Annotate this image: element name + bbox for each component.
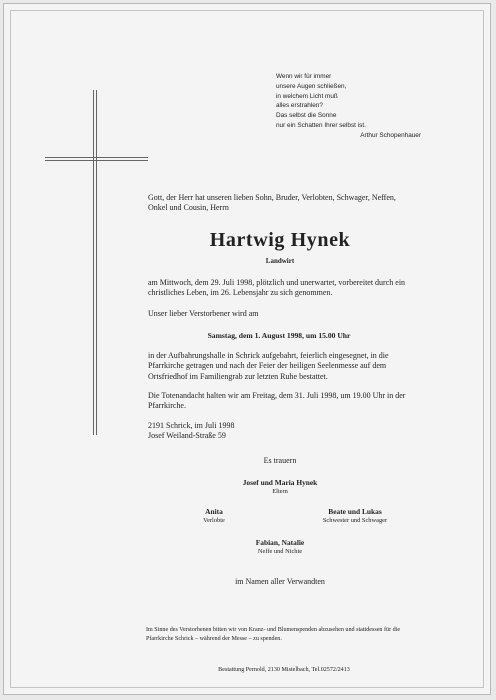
mourner-parents-name: Josef und Maria Hynek bbox=[242, 478, 318, 487]
intro-text: Gott, der Herr hat unseren lieben Sohn, Bruder, Verlobten, Schwager, Neffen, Onkel und Cousin, Herrn bbox=[148, 193, 396, 213]
deceased-occupation: Landwirt bbox=[265, 257, 295, 265]
mourner-fiancee-name: Anita bbox=[205, 507, 223, 516]
deceased-name: Hartwig Hynek bbox=[209, 229, 351, 251]
funeral-date: Samstag, dem 1. August 1998, um 15.00 Uhr bbox=[207, 331, 351, 340]
cross-icon-bar bbox=[45, 157, 148, 161]
cross-icon bbox=[93, 90, 97, 435]
quote-line: in welchem Licht muß bbox=[276, 92, 338, 100]
mourner-fiancee-role: Verlobte bbox=[203, 517, 225, 524]
quote-line: unsere Augen schließen, bbox=[276, 82, 347, 90]
address: Josef Weiland-Straße 59 bbox=[148, 431, 226, 440]
mourner-siblings-role: Schwester und Schwager bbox=[322, 517, 388, 524]
quote-line: alles erstrahlen? bbox=[276, 102, 323, 110]
quote-line: nur ein Schatten Ihrer selbst ist. bbox=[276, 121, 366, 129]
quote-block bbox=[276, 72, 451, 141]
mourners-relatives: im Namen aller Verwandten bbox=[235, 577, 325, 586]
quote-line: Wenn wir für immer bbox=[276, 73, 332, 80]
mourner-nephews-role: Neffe und Nichte bbox=[257, 548, 303, 555]
quote-line: Das selbst die Sonne bbox=[276, 112, 337, 120]
mourner-parents-role: Eltern bbox=[272, 488, 288, 495]
mourners-heading: Es trauern bbox=[263, 456, 297, 465]
mourner-nephews-name: Fabian, Natalie bbox=[255, 538, 305, 547]
ceremony-text: in der Aufbahrungshalle in Schrick aufgebahrt, feierlich eingesegnet, in die Pfarrkirche getragen und nach der Feier der heiligen Seelenmesse auf dem Ortsfriedhof im Familiengrab zur letzten Ruhe bestattet. bbox=[148, 351, 389, 381]
donation-note: Im Sinne des Verstorbenen bitten wir von Kranz- und Blumenspenden abzusehen und stattdessen für die Pfarrkirche Schrick – während der Messe – zu spenden. bbox=[146, 627, 401, 643]
quote-author: Arthur Schopenhauer bbox=[360, 131, 421, 139]
place-date: 2191 Schrick, im Juli 1998 bbox=[148, 421, 235, 430]
mourner-siblings-name: Beate und Lukas bbox=[328, 507, 382, 516]
death-text: am Mittwoch, dem 29. Juli 1998, plötzlich und unerwartet, vorbereitet durch ein christliches Leben, im 26. Lebensjahr zu sich genommen. bbox=[148, 278, 406, 298]
undertaker-line: Bestattung Pernold, 2130 Mistelbach, Tel.02572/2413 bbox=[218, 667, 350, 673]
viewing-intro: Unser lieber Verstorbener wird am bbox=[148, 309, 259, 318]
prayer-text: Die Totenandacht halten wir am Freitag, dem 31. Juli 1998, um 19.00 Uhr in der Pfarrkirche. bbox=[148, 391, 406, 411]
